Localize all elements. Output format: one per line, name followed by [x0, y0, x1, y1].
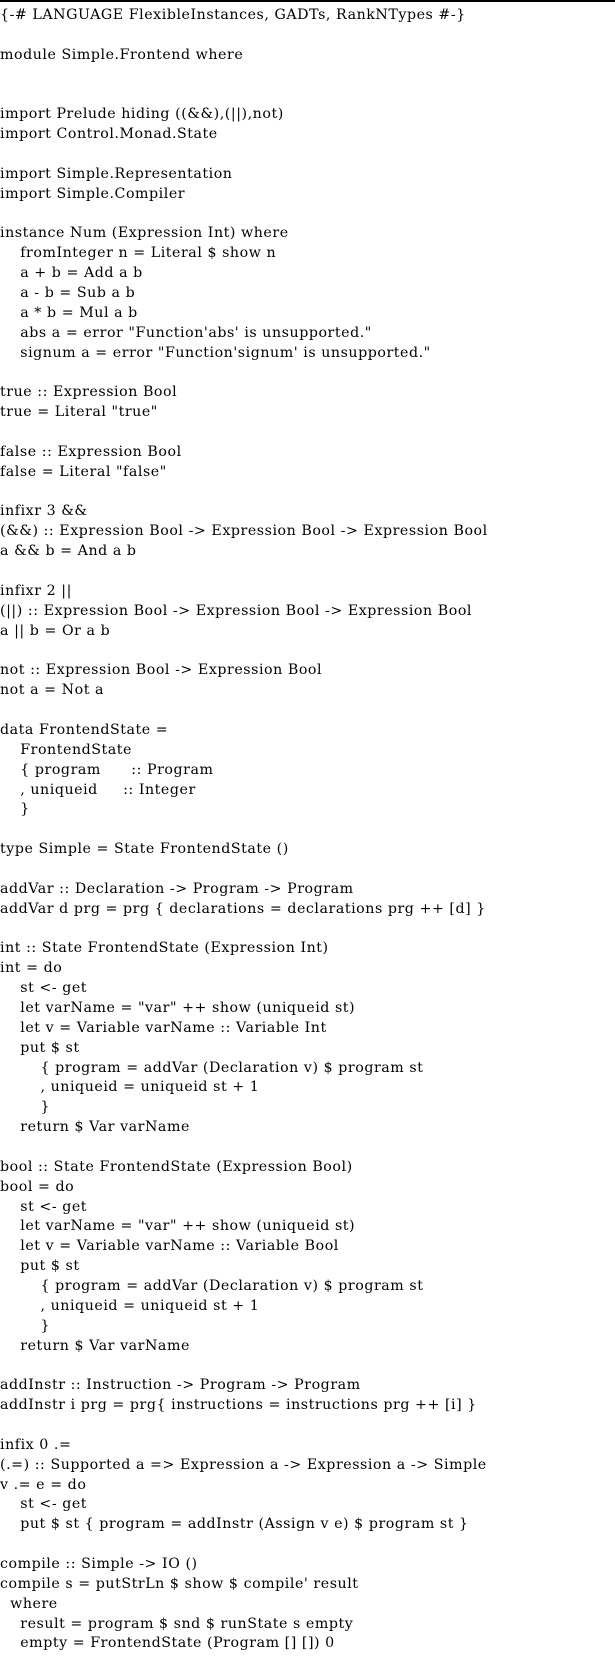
code-line: infixr 3 &&: [0, 503, 88, 520]
code-line: addVar d prg = prg { declarations = declarations prg ++ [d] }: [0, 900, 486, 917]
code-line: a && b = And a b: [0, 543, 137, 560]
blank-line: [0, 363, 488, 383]
code-line: , uniqueid :: Integer: [0, 781, 196, 798]
code-line: module Simple.Frontend where: [0, 46, 244, 63]
code-line: type Simple = State FrontendState (): [0, 841, 289, 858]
code-line: a || b = Or a b: [0, 622, 111, 639]
code-line: put $ st: [0, 1258, 80, 1275]
code-line: addVar :: Declaration -> Program -> Program: [0, 880, 354, 897]
code-line: {-# LANGUAGE FlexibleInstances, GADTs, RankNTypes #-}: [0, 7, 466, 23]
code-line: { program = addVar (Declaration v) $ program st: [0, 1278, 424, 1294]
code-line: a * b = Mul a b: [0, 304, 138, 321]
blank-line: [0, 1356, 488, 1376]
code-line: int = do: [0, 960, 63, 977]
blank-line: [0, 66, 488, 86]
code-line: addInstr i prg = prg{ instructions = instructions prg ++ [i] }: [0, 1397, 477, 1414]
code-line: return $ Var varName: [0, 1119, 190, 1136]
code-line: empty = FrontendState (Program [] []) 0: [0, 1635, 335, 1652]
blank-line: [0, 205, 488, 225]
code-line: true = Literal "true": [0, 404, 158, 421]
code-line: st <- get: [0, 1198, 88, 1215]
code-line: put $ st: [0, 1039, 80, 1056]
blank-line: [0, 483, 488, 503]
code-line: import Control.Monad.State: [0, 126, 218, 143]
top-rule: [0, 0, 615, 2]
code-line: (.=) :: Supported a => Expression a -> Expression a -> Simple: [0, 1456, 487, 1473]
code-line: }: [0, 801, 30, 818]
blank-line: [0, 820, 488, 840]
code-line: FrontendState: [0, 741, 132, 758]
code-line: { program :: Program: [0, 761, 214, 778]
code-line: false :: Expression Bool: [0, 443, 182, 460]
code-line: infixr 2 ||: [0, 582, 72, 599]
code-line: compile s = putStrLn $ show $ compile' result: [0, 1575, 359, 1592]
code-line: let varName = "var" ++ show (uniqueid st): [0, 1218, 356, 1235]
code-line: data FrontendState =: [0, 721, 169, 738]
blank-line: [0, 423, 488, 443]
code-line: int :: State FrontendState (Expression Int): [0, 940, 329, 957]
blank-line: [0, 920, 488, 940]
code-line: , uniqueid = uniqueid st + 1: [0, 1079, 260, 1096]
blank-line: [0, 642, 488, 662]
code-line: bool = do: [0, 1178, 75, 1195]
code-line: bool :: State FrontendState (Expression Bool): [0, 1158, 353, 1175]
code-line: put $ st { program = addInstr (Assign v e) $ program st }: [0, 1516, 469, 1533]
code-line: (&&) :: Expression Bool -> Expression Bool -> Expression Bool: [0, 523, 488, 540]
code-line: import Prelude hiding ((&&),(||),not): [0, 106, 284, 123]
code-line: true :: Expression Bool: [0, 384, 178, 401]
code-line: st <- get: [0, 1496, 88, 1513]
code-line: return $ Var varName: [0, 1337, 190, 1354]
code-line: false = Literal "false": [0, 463, 167, 480]
code-line: abs a = error "Function'abs' is unsupported.": [0, 324, 372, 341]
code-line: signum a = error "Function'signum' is unsupported.": [0, 344, 431, 361]
code-line: a + b = Add a b: [0, 265, 143, 282]
code-line: where: [0, 1595, 58, 1612]
code-line: not :: Expression Bool -> Expression Bool: [0, 662, 323, 679]
code-line: not a = Not a: [0, 682, 105, 699]
code-line: result = program $ snd $ runState s empty: [0, 1615, 354, 1632]
code-line: compile :: Simple -> IO (): [0, 1556, 198, 1573]
code-line: , uniqueid = uniqueid st + 1: [0, 1297, 260, 1314]
code-line: let v = Variable varName :: Variable Bool: [0, 1238, 339, 1255]
code-listing: [0, 6, 488, 1654]
code-line: { program = addVar (Declaration v) $ program st: [0, 1059, 424, 1076]
code-line: import Simple.Compiler: [0, 185, 186, 202]
blank-line: [0, 26, 488, 46]
code-line: }: [0, 1317, 51, 1334]
code-line: import Simple.Representation: [0, 165, 233, 182]
blank-line: [0, 701, 488, 721]
code-line: a - b = Sub a b: [0, 285, 136, 302]
blank-line: [0, 860, 488, 880]
code-line: addInstr :: Instruction -> Program -> Program: [0, 1377, 361, 1394]
code-line: let v = Variable varName :: Variable Int: [0, 1019, 327, 1036]
blank-line: [0, 562, 488, 582]
blank-line: [0, 1138, 488, 1158]
code-line: v .= e = do: [0, 1476, 87, 1493]
code-line: fromInteger n = Literal $ show n: [0, 245, 277, 262]
code-line: instance Num (Expression Int) where: [0, 225, 289, 242]
code-line: let varName = "var" ++ show (uniqueid st): [0, 999, 356, 1016]
blank-line: [0, 1416, 488, 1436]
code-line: st <- get: [0, 980, 88, 997]
code-line: }: [0, 1099, 51, 1116]
code-line: (||) :: Expression Bool -> Expression Bool -> Expression Bool: [0, 602, 473, 619]
blank-line: [0, 1535, 488, 1555]
code-line: infix 0 .=: [0, 1436, 72, 1453]
blank-line: [0, 85, 488, 105]
blank-line: [0, 145, 488, 165]
